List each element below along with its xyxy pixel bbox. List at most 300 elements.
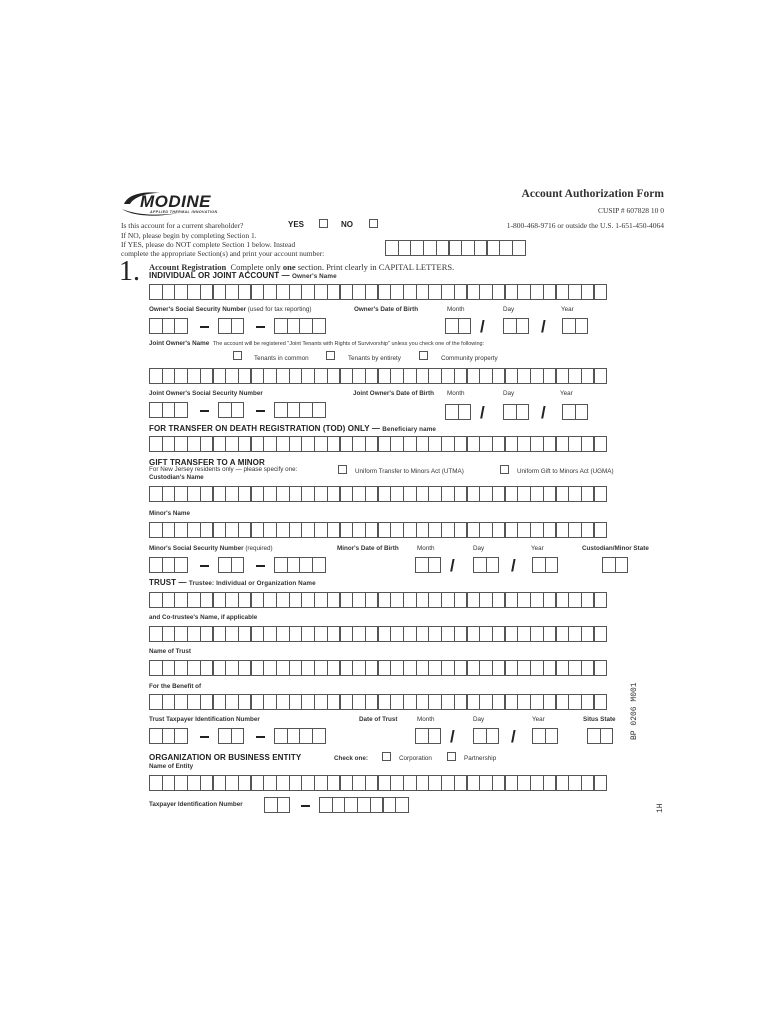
char-box[interactable] <box>600 728 614 744</box>
char-box[interactable] <box>301 694 315 710</box>
char-box[interactable] <box>301 775 315 791</box>
char-box[interactable] <box>416 592 430 608</box>
char-box[interactable] <box>615 557 629 573</box>
char-box[interactable] <box>530 592 544 608</box>
char-box[interactable] <box>428 775 442 791</box>
char-box[interactable] <box>390 368 404 384</box>
char-box[interactable] <box>340 436 354 452</box>
char-box[interactable] <box>276 626 290 642</box>
char-box[interactable] <box>200 368 214 384</box>
char-box[interactable] <box>289 486 303 502</box>
char-box[interactable] <box>543 284 557 300</box>
char-box[interactable] <box>365 626 379 642</box>
char-box[interactable] <box>264 797 278 813</box>
char-box[interactable] <box>467 368 481 384</box>
char-box[interactable] <box>479 486 493 502</box>
char-box[interactable] <box>492 592 506 608</box>
char-box[interactable] <box>556 660 570 676</box>
char-box[interactable] <box>530 694 544 710</box>
char-box[interactable] <box>517 486 531 502</box>
char-box[interactable] <box>512 240 526 256</box>
char-box[interactable] <box>532 728 546 744</box>
char-box[interactable] <box>162 284 176 300</box>
char-box[interactable] <box>428 436 442 452</box>
char-box[interactable] <box>174 486 188 502</box>
char-box[interactable] <box>314 694 328 710</box>
char-box[interactable] <box>503 404 517 420</box>
owner-dob-day[interactable] <box>503 318 528 334</box>
char-box[interactable] <box>562 404 576 420</box>
char-box[interactable] <box>174 557 188 573</box>
char-box[interactable] <box>225 775 239 791</box>
char-box[interactable] <box>327 436 341 452</box>
minor-name-boxes[interactable] <box>149 522 606 538</box>
char-box[interactable] <box>517 660 531 676</box>
char-box[interactable] <box>352 436 366 452</box>
char-box[interactable] <box>416 660 430 676</box>
char-box[interactable] <box>327 626 341 642</box>
char-box[interactable] <box>403 522 417 538</box>
char-box[interactable] <box>251 626 265 642</box>
char-box[interactable] <box>200 436 214 452</box>
char-box[interactable] <box>454 486 468 502</box>
char-box[interactable] <box>441 694 455 710</box>
char-box[interactable] <box>287 402 301 418</box>
char-box[interactable] <box>594 522 608 538</box>
char-box[interactable] <box>162 436 176 452</box>
char-box[interactable] <box>162 522 176 538</box>
char-box[interactable] <box>200 775 214 791</box>
char-box[interactable] <box>428 368 442 384</box>
char-box[interactable] <box>289 522 303 538</box>
char-box[interactable] <box>213 660 227 676</box>
char-box[interactable] <box>263 486 277 502</box>
char-box[interactable] <box>568 775 582 791</box>
char-box[interactable] <box>505 368 519 384</box>
char-box[interactable] <box>505 522 519 538</box>
char-box[interactable] <box>231 728 245 744</box>
char-box[interactable] <box>378 284 392 300</box>
char-box[interactable] <box>428 522 442 538</box>
char-box[interactable] <box>276 660 290 676</box>
char-box[interactable] <box>479 626 493 642</box>
char-box[interactable] <box>289 626 303 642</box>
char-box[interactable] <box>530 436 544 452</box>
custodian-name-boxes[interactable] <box>149 486 606 502</box>
char-box[interactable] <box>486 557 500 573</box>
char-box[interactable] <box>530 486 544 502</box>
char-box[interactable] <box>213 626 227 642</box>
char-box[interactable] <box>568 522 582 538</box>
char-box[interactable] <box>492 368 506 384</box>
char-box[interactable] <box>458 318 472 334</box>
char-box[interactable] <box>594 660 608 676</box>
char-box[interactable] <box>517 592 531 608</box>
char-box[interactable] <box>312 728 326 744</box>
org-tin-part1[interactable] <box>264 797 289 813</box>
char-box[interactable] <box>492 486 506 502</box>
char-box[interactable] <box>403 694 417 710</box>
char-box[interactable] <box>499 240 513 256</box>
char-box[interactable] <box>403 592 417 608</box>
char-box[interactable] <box>492 436 506 452</box>
char-box[interactable] <box>340 592 354 608</box>
char-box[interactable] <box>289 592 303 608</box>
char-box[interactable] <box>517 368 531 384</box>
char-box[interactable] <box>352 368 366 384</box>
char-box[interactable] <box>594 486 608 502</box>
char-box[interactable] <box>594 436 608 452</box>
trust-tin-part2[interactable] <box>218 728 243 744</box>
char-box[interactable] <box>301 486 315 502</box>
char-box[interactable] <box>474 240 488 256</box>
char-box[interactable] <box>340 626 354 642</box>
char-box[interactable] <box>390 694 404 710</box>
char-box[interactable] <box>505 775 519 791</box>
char-box[interactable] <box>365 775 379 791</box>
char-box[interactable] <box>225 626 239 642</box>
char-box[interactable] <box>187 284 201 300</box>
char-box[interactable] <box>187 486 201 502</box>
char-box[interactable] <box>162 592 176 608</box>
char-box[interactable] <box>174 318 188 334</box>
char-box[interactable] <box>200 284 214 300</box>
char-box[interactable] <box>575 404 589 420</box>
char-box[interactable] <box>517 694 531 710</box>
char-box[interactable] <box>263 436 277 452</box>
char-box[interactable] <box>174 775 188 791</box>
char-box[interactable] <box>314 486 328 502</box>
char-box[interactable] <box>340 368 354 384</box>
char-box[interactable] <box>545 557 559 573</box>
char-box[interactable] <box>403 436 417 452</box>
char-box[interactable] <box>467 775 481 791</box>
char-box[interactable] <box>441 626 455 642</box>
char-box[interactable] <box>327 522 341 538</box>
char-box[interactable] <box>517 522 531 538</box>
owner-ssn-part1[interactable] <box>149 318 187 334</box>
char-box[interactable] <box>479 694 493 710</box>
char-box[interactable] <box>218 318 232 334</box>
char-box[interactable] <box>352 775 366 791</box>
char-box[interactable] <box>263 592 277 608</box>
char-box[interactable] <box>390 592 404 608</box>
joint-ssn-part2[interactable] <box>218 402 243 418</box>
char-box[interactable] <box>314 775 328 791</box>
char-box[interactable] <box>225 694 239 710</box>
char-box[interactable] <box>556 486 570 502</box>
char-box[interactable] <box>530 775 544 791</box>
char-box[interactable] <box>312 557 326 573</box>
char-box[interactable] <box>428 557 442 573</box>
char-box[interactable] <box>187 775 201 791</box>
char-box[interactable] <box>454 284 468 300</box>
char-box[interactable] <box>238 694 252 710</box>
char-box[interactable] <box>602 557 616 573</box>
char-box[interactable] <box>149 592 163 608</box>
char-box[interactable] <box>187 626 201 642</box>
char-box[interactable] <box>174 284 188 300</box>
char-box[interactable] <box>454 775 468 791</box>
char-box[interactable] <box>467 660 481 676</box>
char-box[interactable] <box>187 694 201 710</box>
char-box[interactable] <box>149 660 163 676</box>
char-box[interactable] <box>225 284 239 300</box>
char-box[interactable] <box>357 797 371 813</box>
char-box[interactable] <box>287 318 301 334</box>
char-box[interactable] <box>238 368 252 384</box>
trust-name-boxes[interactable] <box>149 660 606 676</box>
char-box[interactable] <box>378 775 392 791</box>
char-box[interactable] <box>545 728 559 744</box>
char-box[interactable] <box>149 284 163 300</box>
char-box[interactable] <box>492 522 506 538</box>
trust-tin-part3[interactable] <box>274 728 325 744</box>
char-box[interactable] <box>251 775 265 791</box>
minor-ssn-part2[interactable] <box>218 557 243 573</box>
char-box[interactable] <box>441 592 455 608</box>
char-box[interactable] <box>479 284 493 300</box>
char-box[interactable] <box>568 660 582 676</box>
char-box[interactable] <box>517 775 531 791</box>
situs-state-boxes[interactable] <box>587 728 612 744</box>
char-box[interactable] <box>301 368 315 384</box>
char-box[interactable] <box>365 486 379 502</box>
char-box[interactable] <box>594 592 608 608</box>
char-box[interactable] <box>231 402 245 418</box>
char-box[interactable] <box>390 486 404 502</box>
char-box[interactable] <box>251 694 265 710</box>
char-box[interactable] <box>263 284 277 300</box>
char-box[interactable] <box>287 728 301 744</box>
char-box[interactable] <box>378 522 392 538</box>
char-box[interactable] <box>467 592 481 608</box>
char-box[interactable] <box>299 728 313 744</box>
char-box[interactable] <box>479 436 493 452</box>
char-box[interactable] <box>594 284 608 300</box>
char-box[interactable] <box>213 436 227 452</box>
char-box[interactable] <box>365 660 379 676</box>
char-box[interactable] <box>162 368 176 384</box>
owner-ssn-part3[interactable] <box>274 318 325 334</box>
char-box[interactable] <box>314 522 328 538</box>
char-box[interactable] <box>479 522 493 538</box>
char-box[interactable] <box>274 557 288 573</box>
char-box[interactable] <box>441 522 455 538</box>
char-box[interactable] <box>225 660 239 676</box>
char-box[interactable] <box>543 522 557 538</box>
char-box[interactable] <box>299 318 313 334</box>
char-box[interactable] <box>445 404 459 420</box>
char-box[interactable] <box>423 240 437 256</box>
char-box[interactable] <box>454 660 468 676</box>
char-box[interactable] <box>276 694 290 710</box>
char-box[interactable] <box>289 436 303 452</box>
char-box[interactable] <box>238 436 252 452</box>
char-box[interactable] <box>274 728 288 744</box>
char-box[interactable] <box>162 402 176 418</box>
char-box[interactable] <box>251 660 265 676</box>
char-box[interactable] <box>505 284 519 300</box>
beneficiary-name-boxes[interactable] <box>149 436 606 452</box>
char-box[interactable] <box>327 660 341 676</box>
char-box[interactable] <box>213 368 227 384</box>
char-box[interactable] <box>213 694 227 710</box>
joint-ssn-part3[interactable] <box>274 402 325 418</box>
char-box[interactable] <box>200 626 214 642</box>
char-box[interactable] <box>263 694 277 710</box>
char-box[interactable] <box>530 284 544 300</box>
char-box[interactable] <box>314 368 328 384</box>
char-box[interactable] <box>301 436 315 452</box>
utma-checkbox[interactable] <box>338 465 347 474</box>
char-box[interactable] <box>492 284 506 300</box>
char-box[interactable] <box>225 522 239 538</box>
char-box[interactable] <box>556 775 570 791</box>
char-box[interactable] <box>390 626 404 642</box>
char-box[interactable] <box>594 626 608 642</box>
char-box[interactable] <box>467 522 481 538</box>
char-box[interactable] <box>162 318 176 334</box>
char-box[interactable] <box>517 626 531 642</box>
char-box[interactable] <box>415 557 429 573</box>
char-box[interactable] <box>594 775 608 791</box>
minor-dob-year[interactable] <box>532 557 557 573</box>
char-box[interactable] <box>238 592 252 608</box>
char-box[interactable] <box>277 797 291 813</box>
char-box[interactable] <box>327 592 341 608</box>
char-box[interactable] <box>467 284 481 300</box>
char-box[interactable] <box>505 436 519 452</box>
char-box[interactable] <box>287 557 301 573</box>
char-box[interactable] <box>454 592 468 608</box>
char-box[interactable] <box>200 486 214 502</box>
char-box[interactable] <box>312 402 326 418</box>
char-box[interactable] <box>416 368 430 384</box>
char-box[interactable] <box>378 660 392 676</box>
char-box[interactable] <box>403 626 417 642</box>
char-box[interactable] <box>415 728 429 744</box>
char-box[interactable] <box>575 318 589 334</box>
char-box[interactable] <box>276 368 290 384</box>
char-box[interactable] <box>352 592 366 608</box>
char-box[interactable] <box>530 626 544 642</box>
char-box[interactable] <box>378 626 392 642</box>
char-box[interactable] <box>516 404 530 420</box>
char-box[interactable] <box>263 626 277 642</box>
char-box[interactable] <box>492 694 506 710</box>
char-box[interactable] <box>213 486 227 502</box>
char-box[interactable] <box>352 486 366 502</box>
char-box[interactable] <box>218 557 232 573</box>
char-box[interactable] <box>581 368 595 384</box>
char-box[interactable] <box>416 626 430 642</box>
char-box[interactable] <box>378 694 392 710</box>
char-box[interactable] <box>556 626 570 642</box>
tenants-in-common-checkbox[interactable] <box>233 351 242 360</box>
char-box[interactable] <box>517 284 531 300</box>
owner-dob-month[interactable] <box>445 318 470 334</box>
char-box[interactable] <box>263 775 277 791</box>
owner-name-boxes[interactable] <box>149 284 606 300</box>
char-box[interactable] <box>556 522 570 538</box>
char-box[interactable] <box>581 660 595 676</box>
char-box[interactable] <box>454 626 468 642</box>
minor-dob-day[interactable] <box>473 557 498 573</box>
char-box[interactable] <box>327 368 341 384</box>
community-property-checkbox[interactable] <box>419 351 428 360</box>
char-box[interactable] <box>289 660 303 676</box>
char-box[interactable] <box>327 775 341 791</box>
char-box[interactable] <box>238 284 252 300</box>
char-box[interactable] <box>276 486 290 502</box>
char-box[interactable] <box>251 368 265 384</box>
char-box[interactable] <box>441 486 455 502</box>
char-box[interactable] <box>174 368 188 384</box>
char-box[interactable] <box>187 592 201 608</box>
char-box[interactable] <box>319 797 333 813</box>
char-box[interactable] <box>530 368 544 384</box>
char-box[interactable] <box>581 694 595 710</box>
char-box[interactable] <box>403 368 417 384</box>
char-box[interactable] <box>479 775 493 791</box>
char-box[interactable] <box>378 368 392 384</box>
char-box[interactable] <box>479 592 493 608</box>
char-box[interactable] <box>251 284 265 300</box>
char-box[interactable] <box>467 436 481 452</box>
char-box[interactable] <box>213 775 227 791</box>
char-box[interactable] <box>530 522 544 538</box>
char-box[interactable] <box>238 486 252 502</box>
joint-dob-month[interactable] <box>445 404 470 420</box>
char-box[interactable] <box>441 436 455 452</box>
char-box[interactable] <box>276 592 290 608</box>
char-box[interactable] <box>378 592 392 608</box>
trust-tin-part1[interactable] <box>149 728 187 744</box>
char-box[interactable] <box>276 436 290 452</box>
ugma-checkbox[interactable] <box>500 465 509 474</box>
co-trustee-name-boxes[interactable] <box>149 626 606 642</box>
char-box[interactable] <box>340 694 354 710</box>
char-box[interactable] <box>162 694 176 710</box>
char-box[interactable] <box>162 660 176 676</box>
char-box[interactable] <box>314 592 328 608</box>
char-box[interactable] <box>149 368 163 384</box>
char-box[interactable] <box>458 404 472 420</box>
char-box[interactable] <box>149 694 163 710</box>
char-box[interactable] <box>479 368 493 384</box>
char-box[interactable] <box>149 318 163 334</box>
char-box[interactable] <box>467 486 481 502</box>
char-box[interactable] <box>467 694 481 710</box>
char-box[interactable] <box>365 522 379 538</box>
char-box[interactable] <box>301 522 315 538</box>
char-box[interactable] <box>395 797 409 813</box>
char-box[interactable] <box>187 436 201 452</box>
char-box[interactable] <box>174 660 188 676</box>
entity-name-boxes[interactable] <box>149 775 606 791</box>
char-box[interactable] <box>568 284 582 300</box>
char-box[interactable] <box>200 694 214 710</box>
corporation-checkbox[interactable] <box>382 752 391 761</box>
char-box[interactable] <box>365 694 379 710</box>
char-box[interactable] <box>449 240 463 256</box>
char-box[interactable] <box>149 557 163 573</box>
char-box[interactable] <box>581 486 595 502</box>
char-box[interactable] <box>543 626 557 642</box>
owner-ssn-part2[interactable] <box>218 318 243 334</box>
char-box[interactable] <box>403 660 417 676</box>
